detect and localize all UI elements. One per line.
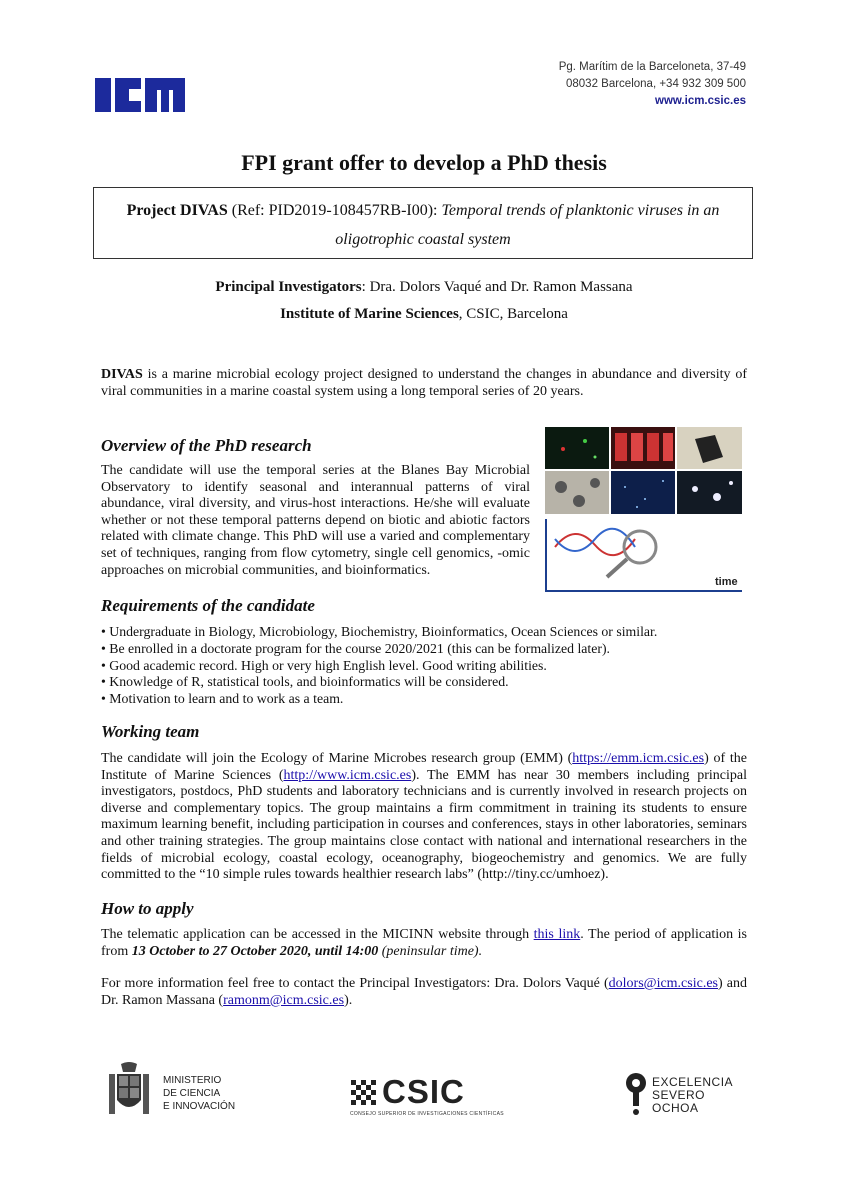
apply-timezone: (peninsular time).: [378, 943, 483, 959]
csic-emblem-icon: [349, 1078, 379, 1108]
email-massana-link[interactable]: ramonm@icm.csic.es: [223, 992, 345, 1008]
address-line-1: Pg. Marítim de la Barceloneta, 37-49: [558, 61, 746, 73]
contact-text-1: For more information feel free to contact the Principal Investigators: Dra. Dolors Vaqué (: [101, 976, 609, 991]
team-text-2: ) of the Institute of Marine Sciences (: [101, 751, 747, 783]
institute-address: [559, 59, 746, 110]
requirement-item: • Undergraduate in Biology, Microbiology, Biochemistry, Bioinformatics, Ocean Sciences or similar.: [101, 624, 658, 639]
csic-subtitle: CONSEJO SUPERIOR DE INVESTIGACIONES CIENTÍFICAS: [350, 1111, 504, 1117]
institute-line: [0, 306, 848, 323]
icm-link[interactable]: http://www.icm.csic.es: [283, 767, 412, 783]
ministry-line: E INNOVACIÓN: [163, 1101, 236, 1112]
team-text-3: ). The EMM has near 30 members including principal investigators, postdocs, PhD students and laboratory technicians and is currently involved in research projects on diverse and complementary topics. The group maintains a firm commitment in training its students to ensure maximum learning benefit, including participation in courses and conferences, stays in other laboratories, seminars and other training strategies. The group maintains close contact with national and international researchers in the fields of microbial ecology, coastal ecology, oceanography, biogeochemistry and genomics. We are fully committed to the “10 simple rules towards healthier research labs” (http://tiny.cc/umhoez).: [101, 767, 747, 883]
icm-logo-mark: [95, 72, 185, 112]
requirements-list: [101, 624, 751, 708]
apply-text-2: . The period of application is from: [101, 927, 747, 959]
severo-ochoa-icon: [625, 1072, 647, 1116]
apply-text-1: The telematic application can be accessed in the MICINN website through: [101, 927, 534, 942]
spain-coat-of-arms: [101, 1060, 157, 1118]
contact-text-3: ).: [344, 992, 353, 1008]
intro-lead: DIVAS: [101, 367, 143, 382]
requirements-heading: Requirements of the candidate: [101, 596, 315, 615]
apply-heading: How to apply: [101, 899, 194, 918]
intro-text: is a marine microbial ecology project designed to understand the changes in abundance and diversity of viral communities in a marine coastal system using a long temporal series of 20 years.: [101, 367, 747, 399]
micinn-link[interactable]: this link: [533, 927, 581, 942]
severo-ochoa-emblem: [625, 1072, 647, 1116]
severo-ochoa-label: [652, 1076, 733, 1115]
ministry-line: MINISTERIO: [163, 1075, 222, 1086]
overview-text: The candidate will use the temporal series at the Blanes Bay Microbial Observatory to identify seasonal and interannual patterns of viral abundance, viral diversity, and virus-host interactions. He/she will evaluate whether or not these temporal patterns depend on biotic and abiotic factors related with climate change. This PhD will use a varied and complementary set of techniques, ranging from flow cytometry, single cell genomics, -omic approaches on microbial communities, and bioinformatics.: [101, 463, 530, 578]
overview-heading: Overview of the PhD research: [101, 436, 312, 455]
project-label: Project DIVAS: [126, 202, 228, 219]
team-paragraph: [101, 751, 747, 884]
project-subtitle: Temporal trends of planktonic viruses in an oligotrophic coastal system: [335, 202, 720, 248]
severo-line: SEVERO: [652, 1088, 706, 1102]
project-ref: (Ref: PID2019-108457RB-I00):: [231, 202, 438, 219]
contact-paragraph: [101, 976, 747, 1009]
severo-line: EXCELENCIA: [652, 1075, 734, 1089]
requirement-item: • Knowledge of R, statistical tools, and bioinformatics will be considered.: [101, 674, 509, 690]
apply-paragraph: [101, 927, 747, 960]
requirement-item: • Good academic record. High or very high English level. Good writing abilities.: [101, 657, 547, 673]
institute-location: , CSIC, Barcelona: [458, 306, 568, 322]
ministry-label: [163, 1074, 235, 1113]
address-line-2: 08032 Barcelona, +34 932 309 500: [565, 78, 746, 90]
project-box: [93, 187, 753, 259]
requirement-item: • Motivation to learn and to work as a team.: [101, 691, 344, 707]
icm-logo: [95, 72, 185, 112]
apply-dates: 13 October to 27 October 2020, until 14:00: [131, 943, 379, 959]
intro-paragraph: [101, 367, 747, 400]
severo-line: OCHOA: [652, 1101, 699, 1115]
research-figure-image: [545, 427, 742, 592]
investigators-line: [0, 279, 848, 296]
research-figure: [545, 427, 742, 592]
email-vaque-link[interactable]: dolors@icm.csic.es: [608, 976, 718, 991]
figure-axis-label: time: [715, 576, 738, 588]
page-title: FPI grant offer to develop a PhD thesis: [241, 150, 607, 175]
investigators-label: Principal Investigators: [215, 279, 362, 295]
requirement-item: • Be enrolled in a doctorate program for the course 2020/2021 (this can be formalized later).: [101, 640, 610, 656]
csic-logo-text: CSIC: [382, 1073, 465, 1110]
ministry-line: DE CIENCIA: [163, 1088, 221, 1099]
team-text-1: The candidate will join the Ecology of Marine Microbes research group (EMM) (: [101, 751, 573, 766]
contact-text-2: ) and Dr. Ramon Massana (: [101, 976, 747, 1008]
institute-name: Institute of Marine Sciences: [280, 306, 459, 322]
team-heading: Working team: [101, 722, 200, 741]
coat-of-arms-icon: [101, 1060, 157, 1118]
investigators-names: : Dra. Dolors Vaqué and Dr. Ramon Massana: [361, 279, 633, 295]
emm-link[interactable]: https://emm.icm.csic.es: [572, 751, 705, 766]
website-link[interactable]: www.icm.csic.es: [655, 95, 746, 107]
csic-emblem: [349, 1078, 379, 1108]
